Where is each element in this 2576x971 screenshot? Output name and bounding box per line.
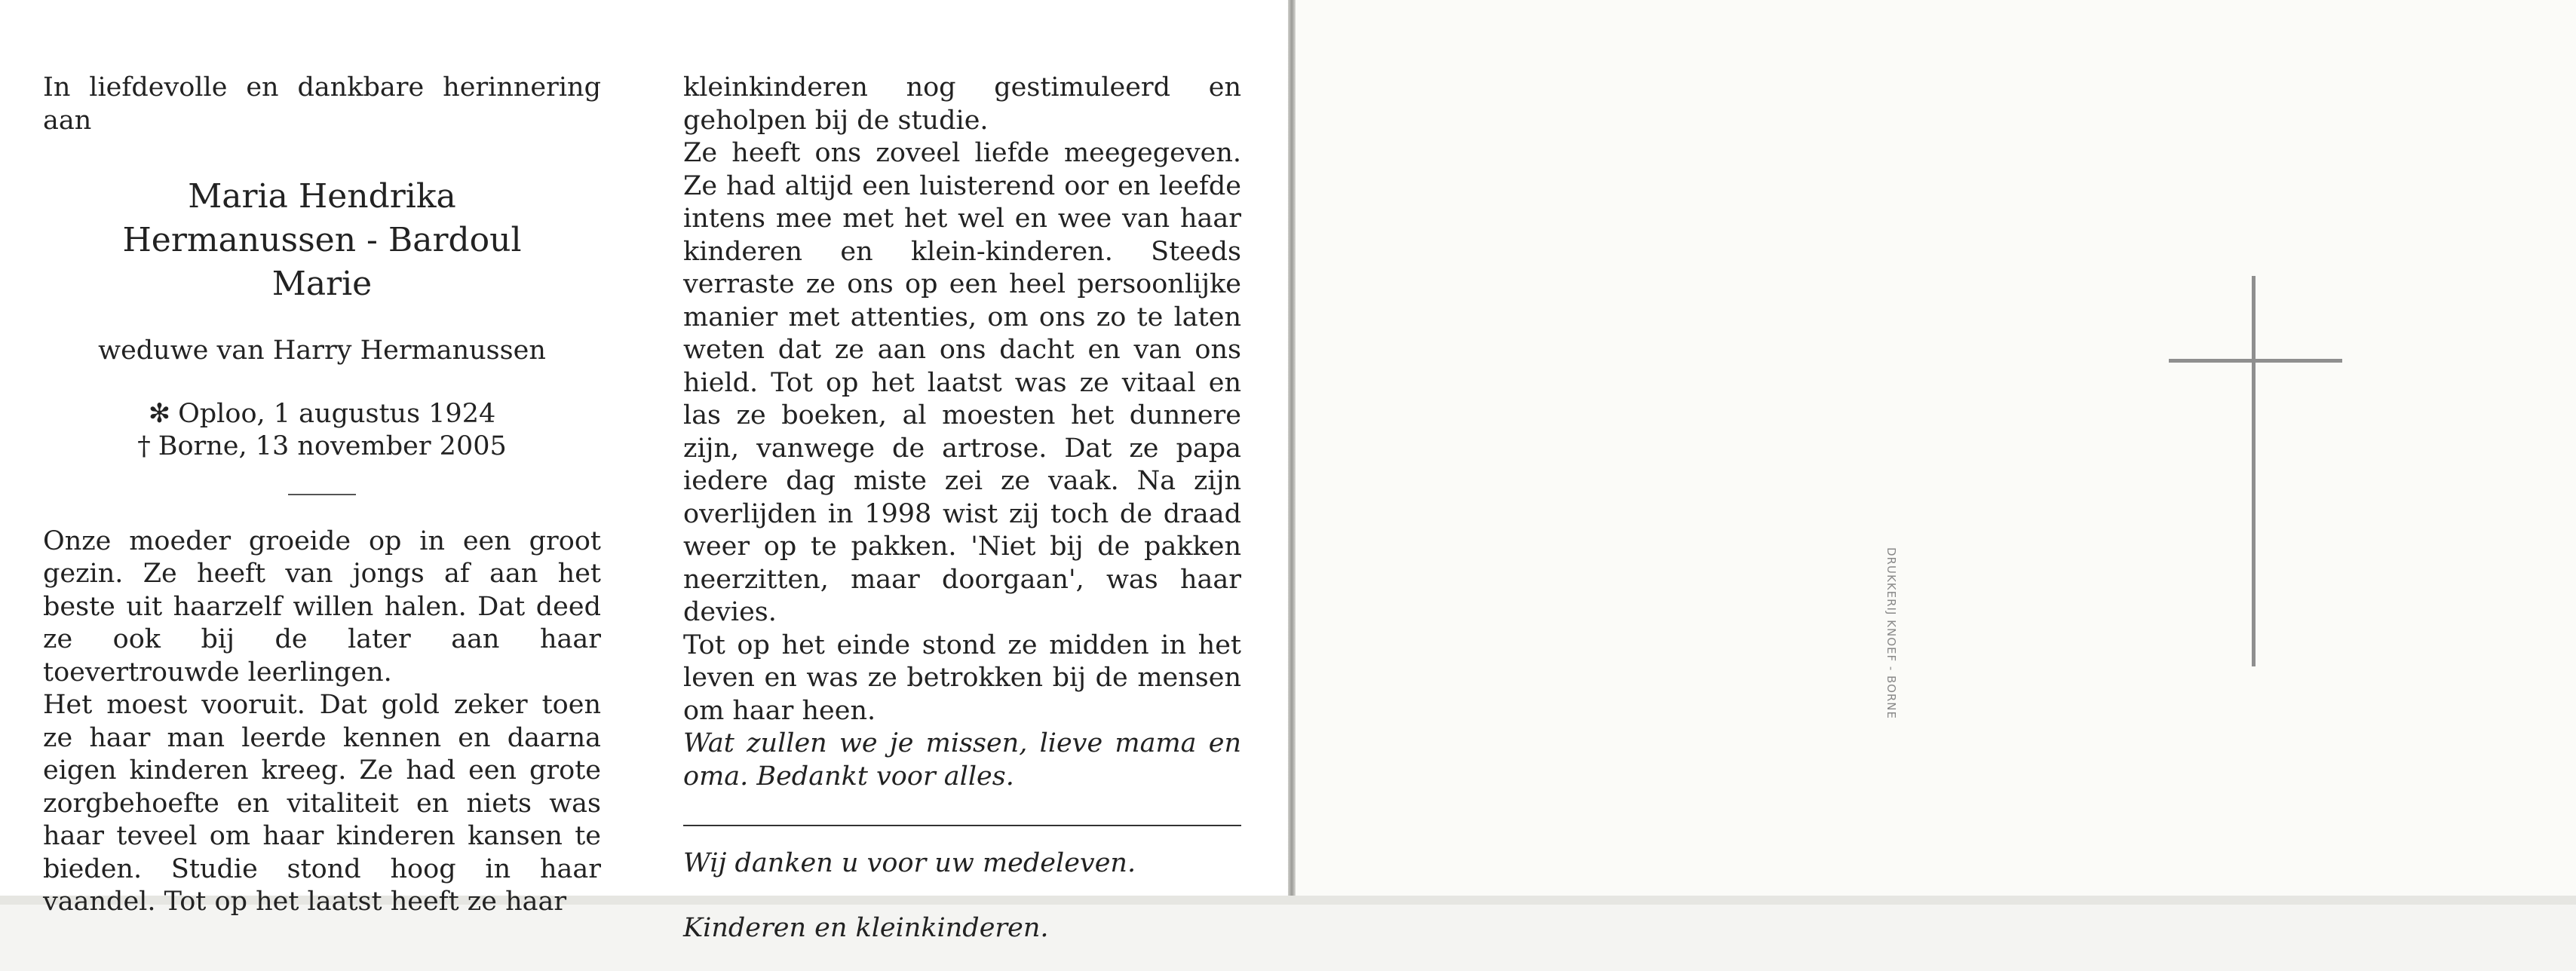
name-line-2: Hermanussen - Bardoul	[122, 221, 522, 259]
birth-line	[43, 398, 601, 431]
short-divider	[288, 494, 356, 495]
cross-horizontal-bar	[2169, 359, 2342, 363]
cross-vertical-bar	[2252, 276, 2256, 666]
signature-line: Kinderen en kleinkinderen.	[683, 912, 1049, 943]
farewell-quote: Wat zullen we je missen, lieve mama en oma. Bedankt voor alles.	[683, 728, 1241, 792]
name-line-3: Marie	[271, 265, 373, 303]
death-cross-icon: †	[137, 431, 151, 461]
death-text: Borne, 13 november 2005	[158, 431, 507, 461]
death-line	[43, 430, 601, 464]
memorial-paragraph: Ze heeft ons zoveel liefde meegegeven. Ze had altijd een luisterend oor en leefde intens mee met het wel en wee van haar kinderen en klein-kinderen. Steeds verraste ze ons op een heel persoonlijke manier met attenties, om ons zo te laten weten dat ze aan ons dacht en van ons hield. Tot op het laatst was ze vitaal en las ze boeken, al moesten het dunnere zijn, vanwege de artrose. Dat ze papa iedere dag miste zei ze vaak. Na zijn overlijden in 1998 wist zij toch de draad weer op te pakken. 'Niet bij de pakken neerzitten, maar doorgaan', was haar devies.	[683, 138, 1241, 627]
deceased-name	[43, 175, 601, 306]
birth-star-icon: ✻	[148, 398, 171, 429]
thanks-line: Wij danken u voor uw medeleven.	[683, 848, 1136, 878]
name-line-1: Maria Hendrika	[188, 177, 456, 216]
card-fold	[1288, 0, 1296, 905]
birth-text: Oploo, 1 augustus 1924	[178, 398, 496, 429]
memorial-paragraph: kleinkinderen nog gestimuleerd en geholpen bij de studie.	[683, 72, 1241, 136]
memorial-paragraph: Onze moeder groeide op in een groot gezin. Ze heeft van jongs af aan het beste uit haarzelf willen halen. Dat deed ze ook bij de later aan haar toevertrouwde leerlingen.	[43, 525, 601, 688]
intro-line: In liefdevolle en dankbare herinnering aan	[43, 72, 601, 136]
right-text-column	[683, 72, 1241, 971]
back-card-panel	[1296, 0, 2576, 905]
left-text-column	[43, 72, 601, 919]
memorial-paragraph: Tot op het einde stond ze midden in het leven en was ze betrokken bij de mensen om haar heen.	[683, 629, 1241, 726]
life-dates	[43, 398, 601, 464]
printer-imprint: DRUKKERIJ KNOEF - BORNE	[1884, 547, 1898, 720]
memorial-paragraph: Het moest vooruit. Dat gold zeker toen ze haar man leerde kennen en daarna eigen kinderen kreeg. Ze had een grote zorgbehoefte en vitaliteit en niets was haar teveel om haar kinderen kansen te bieden. Studie stond hoog in haar vaandel. Tot op het laatst heeft ze haar	[43, 690, 601, 917]
widow-of-line: weduwe van Harry Hermanussen	[98, 335, 546, 366]
long-divider	[683, 825, 1241, 826]
cross-icon	[2169, 276, 2342, 666]
